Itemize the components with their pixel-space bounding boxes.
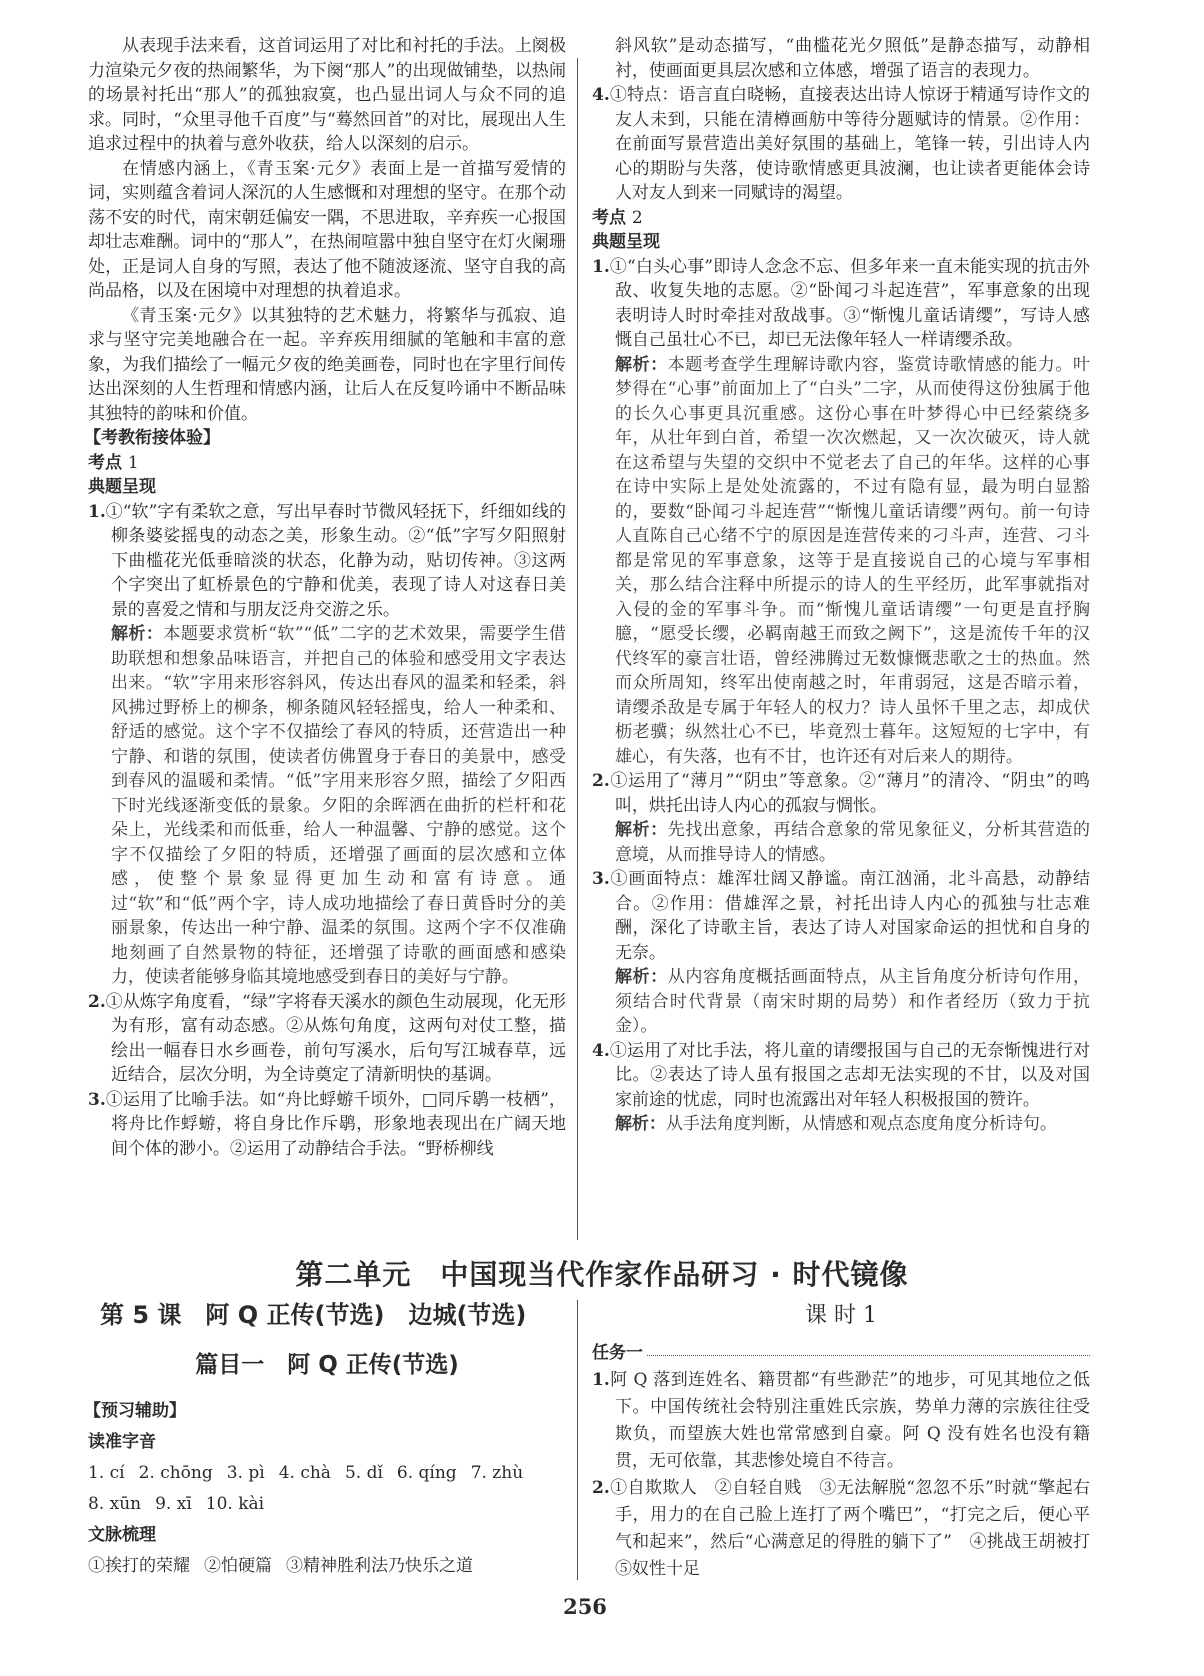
pronunciation-item: 4. chà — [278, 1463, 331, 1483]
column-divider-bottom — [577, 1300, 578, 1580]
typical-question-heading: 典题呈现 — [88, 477, 156, 497]
item-continued: 斜风软”是动态描写，“曲槛花光夕照低”是静态描写，动静相衬，使画面更具层次感和立体感，增强了语言的表现力。 — [614, 36, 1090, 81]
exam-point-label: 考点 — [592, 207, 626, 228]
answer-item — [88, 1088, 566, 1162]
item-number: 3. — [592, 869, 610, 889]
item-number: 3. — [88, 1089, 106, 1110]
left-column — [84, 34, 567, 1161]
dotted-leader — [647, 1355, 1090, 1356]
pronunciation-item: 10. kài — [205, 1494, 265, 1514]
item-text: ①“白头心事”即诗人念念不忘、但多年来一直未能实现的抗击外敌、收复失地的志愿。②“卧闻刁斗起连营”，军事意象的出现表明诗人时时牵挂对敌战事。③“惭愧儿童话请缨”，写诗人感慨自己虽壮心不已，却已无法像年轻人一样请缨杀敌。 — [609, 256, 1090, 350]
pronunciation-heading: 读准字音 — [88, 1432, 156, 1452]
item-text: ①特点：语言直白晓畅，直接表达出诗人惊讶于精通写诗作文的友人未到，只能在清樽画舫中等待分题赋诗的情景。②作用：在前面写景营造出美好氛围的基础上，笔锋一转，引出诗人内心的期盼与失落，使诗歌情感更具波澜，也让读者更能体会诗人对友人到来一同赋诗的渴望。 — [609, 85, 1090, 203]
period-title: 课 时 1 — [805, 1303, 877, 1328]
answer-item — [88, 990, 566, 1088]
paragraph: 从表现手法来看，这首词运用了对比和衬托的手法。上阕极力渲染元夕夜的热闹繁华，为下阕“那人”的出现做铺垫，以热闹的场景衬托出“那人”的孤独寂寞，也凸显出词人与众不同的追求。同时，“众里寻他千百度”与“蓦然回首”的对比，展现出人生追求过程中的执着与意外收获，给人以深刻的启示。 — [88, 36, 566, 154]
answer-item — [592, 867, 1090, 965]
analysis — [592, 965, 1090, 1039]
pronunciation-item: 9. xī — [155, 1494, 192, 1514]
item-number: 1. — [592, 1370, 610, 1390]
preview-section — [84, 1396, 558, 1582]
outline-item: ②怕硬篇 — [204, 1556, 272, 1576]
item-text: ①画面特点：雄浑壮阔又静谧。南江汹涌，北斗高悬，动静结合。②作用：借雄浑之景，衬托出诗人内心的孤独与壮志难酬，深化了诗歌主旨，表达了诗人对国家命运的担忧和自身的无奈。 — [609, 869, 1090, 963]
analysis-text: 先找出意象，再结合意象的常见象征义，分析其营造的意境，从而推导诗人的情感。 — [614, 820, 1091, 865]
analysis-label: 解析： — [614, 967, 668, 987]
item-text: ①“软”字有柔软之意，写出早春时节微风轻抚下，纤细如线的柳条婆娑摇曳的动态之美，形象生动。②“低”字写夕阳照射下曲槛花光低垂暗淡的状态，化静为动，贴切传神。③这两个字突出了虹桥景色的宁静和优美，表现了诗人对这春日美景的喜爱之情和与朋友泛舟交游之乐。 — [105, 501, 566, 620]
pronunciation-item: 5. dǐ — [344, 1463, 383, 1483]
analysis-text: 从手法角度判断，从情感和观点态度角度分析诗句。 — [665, 1114, 1057, 1134]
analysis — [592, 353, 1090, 770]
analysis — [88, 622, 566, 990]
paragraph: 在情感内涵上，《青玉案·元夕》表面上是一首描写爱情的词，实则蕴含着词人深沉的人生感慨和对理想的坚守。在那个动荡不安的时代，南宋朝廷偏安一隅，不思进取，辛弃疾一心报国却壮志难酬。词中的“那人”，在热闹喧嚣中独自坚守在灯火阑珊处，正是词人自身的写照，表达了他不随波逐流、坚守自我的高尚品格，以及在困境中对理想的执着追求。 — [88, 158, 566, 301]
item-text: ①运用了“薄月”“阴虫”等意象。②“薄月”的清冷、“阴虫”的鸣叫，烘托出诗人内心的孤寂与惆怅。 — [609, 771, 1090, 816]
analysis-text: 从内容角度概括画面特点，从主旨角度分析诗句作用，须结合时代背景（南宋时期的局势）和作者经历（致力于抗金）。 — [614, 967, 1091, 1036]
exam-point-number: 2 — [631, 207, 643, 228]
page-number: 256 — [563, 1594, 607, 1619]
item-text: 阿 Q 落到连姓名、籍贯都“有些渺茫”的地步，可见其地位之低下。中国传统社会特别注重姓氏宗族，势单力薄的宗族往往受欺负，而望族大姓也常常感到自豪。阿 Q 没有姓名也没有籍贯，无可依靠，其悲惨处境自不待言。 — [609, 1370, 1090, 1471]
lesson-title: 第 5 课 阿 Q 正传(节选) 边城(节选) — [100, 1301, 527, 1329]
item-number: 4. — [592, 85, 610, 105]
item-number: 4. — [592, 1040, 610, 1061]
analysis — [592, 818, 1090, 867]
pronunciation-list — [88, 1458, 558, 1520]
task-heading-label: 任务一 — [592, 1343, 643, 1363]
pronunciation-item: 2. chōng — [138, 1463, 213, 1483]
pronunciation-item: 3. pì — [226, 1463, 265, 1483]
answer-item — [592, 1039, 1090, 1113]
item-text: ①运用了比喻手法。如“舟比蜉蝣千顷外，□同斥鹖一枝栖”，将舟比作蜉蝣，将自身比作斥鹖，形象地表现出在广阔天地间个体的渺小。②运用了动静结合手法。“野桥柳线 — [105, 1089, 566, 1159]
answer-item — [592, 83, 1090, 206]
right-column — [592, 34, 1090, 1137]
pronunciation-item: 6. qíng — [396, 1463, 457, 1483]
item-number: 2. — [592, 1478, 610, 1498]
item-number: 2. — [88, 991, 106, 1012]
exam-point-label: 考点 — [88, 452, 122, 473]
section-heading: 【考教衔接体验】 — [84, 428, 220, 448]
paragraph: 《青玉案·元夕》以其独特的艺术魅力，将繁华与孤寂、追求与坚守完美地融合在一起。辛弃疾用细腻的笔触和丰富的意象，为我们描绘了一幅元夕夜的绝美画卷，同时也在字里行间传达出深刻的人生哲理和情感内涵，让后人在反复吟诵中不断品味其独特的韵味和价值。 — [88, 305, 566, 424]
outline-item: ③精神胜利法乃快乐之道 — [286, 1556, 473, 1576]
analysis-text: 本题考查学生理解诗歌内容，鉴赏诗歌情感的能力。叶梦得在“心事”前面加上了“白头”二字，从而使得这份独属于他的长久心事更具沉重感。这份心事在叶梦得心中已经萦绕多年，从壮年到白首，希望一次次燃起，又一次次破灭，诗人就在这希望与失望的交织中不觉老去了自己的年华。这样的心事在诗中实际上是处处流露的，不过有隐有显，最为明白显豁的，要数“卧闻刁斗起连营”“惭愧儿童话请缨”两句。前一句诗人直陈自己心绪不宁的原因是连营传来的刁斗声，连营、刁斗都是常见的军事意象，这等于是直接说自己的心境与军事相关，那么结合注释中所提示的诗人的生平经历，此军事就指对入侵的金的军事斗争。而“惭愧儿童话请缨”一句更是直抒胸臆，“愿受长缨，必羁南越王而致之阙下”，这是流传千年的汉代终军的豪言壮语，曾经沸腾过无数慷慨悲歌之士的热血。然而众所周知，终军出使南越之时，年甫弱冠，这是否暗示着，请缨杀敌是专属于年轻人的权力？诗人虽怀千里之志，却成伏枥老骥；纵然壮心不已，毕竟烈士暮年。这短短的七字中，有雄心，有失落，也有不甘，也许还有对后来人的期待。 — [614, 354, 1091, 767]
item-text: ①从炼字角度看，“绿”字将春天溪水的颜色生动展现，化无形为有形，富有动态感。②从炼句角度，这两句对仗工整，描绘出一幅春日水乡画卷，前句写溪水，后句写江城春草，远近结合，层次分明，为全诗奠定了清新明快的基调。 — [105, 991, 566, 1085]
analysis-label: 解析： — [614, 1114, 666, 1134]
answer-item — [592, 1475, 1107, 1583]
answer-item — [592, 769, 1090, 818]
item-number: 1. — [592, 256, 610, 277]
typical-question-heading: 典题呈现 — [592, 232, 660, 252]
exam-point-number: 1 — [127, 452, 139, 473]
outline-heading: 文脉梳理 — [88, 1525, 156, 1545]
pronunciation-item: 1. cí — [88, 1463, 125, 1483]
exam-point-heading — [592, 206, 1090, 231]
analysis-label: 解析： — [614, 354, 668, 375]
exam-point-heading — [88, 451, 566, 476]
task-section — [592, 1340, 1107, 1583]
item-text: ①自欺欺人 ②自轻自贱 ③无法解脱“忽忽不乐”时就“擎起右手，用力的在自己脸上连打了两个嘴巴”，“打完之后，便心平气和起来”，然后“心满意足的得胜的躺下了” ④挑战王胡被打 ⑤奴性十足 — [609, 1478, 1107, 1579]
task-heading — [592, 1340, 1090, 1367]
outline-list — [88, 1551, 558, 1582]
answer-item — [592, 1367, 1090, 1475]
article-title: 篇目一 阿 Q 正传(节选) — [195, 1352, 459, 1378]
column-divider — [577, 58, 578, 1240]
analysis — [592, 1112, 1090, 1137]
pronunciation-item: 7. zhù — [470, 1463, 524, 1483]
unit-title: 第二单元 中国现当代作家作品研习 · 时代镜像 — [295, 1258, 909, 1291]
pronunciation-item: 8. xūn — [88, 1494, 142, 1514]
analysis-label: 解析： — [110, 624, 164, 644]
answer-item — [88, 500, 566, 623]
answer-item — [592, 255, 1090, 353]
item-number: 2. — [592, 771, 610, 791]
analysis-text: 本题要求赏析“软”“低”二字的艺术效果，需要学生借助联想和想象品味语言，并把自己的体验和感受用文字表达出来。“软”字用来形容斜风，传达出春风的温柔和轻柔，斜风拂过野桥上的柳条，柳条随风轻轻摇曳，给人一种柔和、舒适的感觉。这个字不仅描绘了春风的特质，还营造出一种宁静、和谐的氛围，使读者仿佛置身于春日的美景中，感受到春风的温暖和柔情。“低”字用来形容夕照，描绘了夕阳西下时光线逐渐变低的景象。夕阳的余晖洒在曲折的栏杆和花朵上，光线柔和而低垂，给人一种温馨、宁静的感觉。这个字不仅描绘了夕阳的特质，还增强了画面的层次感和立体感，使整个景象显得更加生动和富有诗意。通过“软”和“低”两个字，诗人成功地描绘了春日黄昏时分的美丽景象，传达出一种宁静、温柔的氛围。这两个字不仅准确地刻画了自然景物的特征，还增强了诗歌的画面感和感染力，使读者能够身临其境地感受到春日的美好与宁静。 — [110, 624, 567, 987]
analysis-label: 解析： — [614, 820, 668, 840]
item-text: ①运用了对比手法，将儿童的请缨报国与自己的无奈惭愧进行对比。②表达了诗人虽有报国之志却无法实现的不甘，以及对国家前途的忧虑，同时也流露出对年轻人积极报国的赞许。 — [609, 1040, 1090, 1110]
outline-item: ①挨打的荣耀 — [88, 1556, 190, 1576]
preview-heading: 【预习辅助】 — [84, 1401, 186, 1421]
item-number: 1. — [88, 501, 106, 522]
